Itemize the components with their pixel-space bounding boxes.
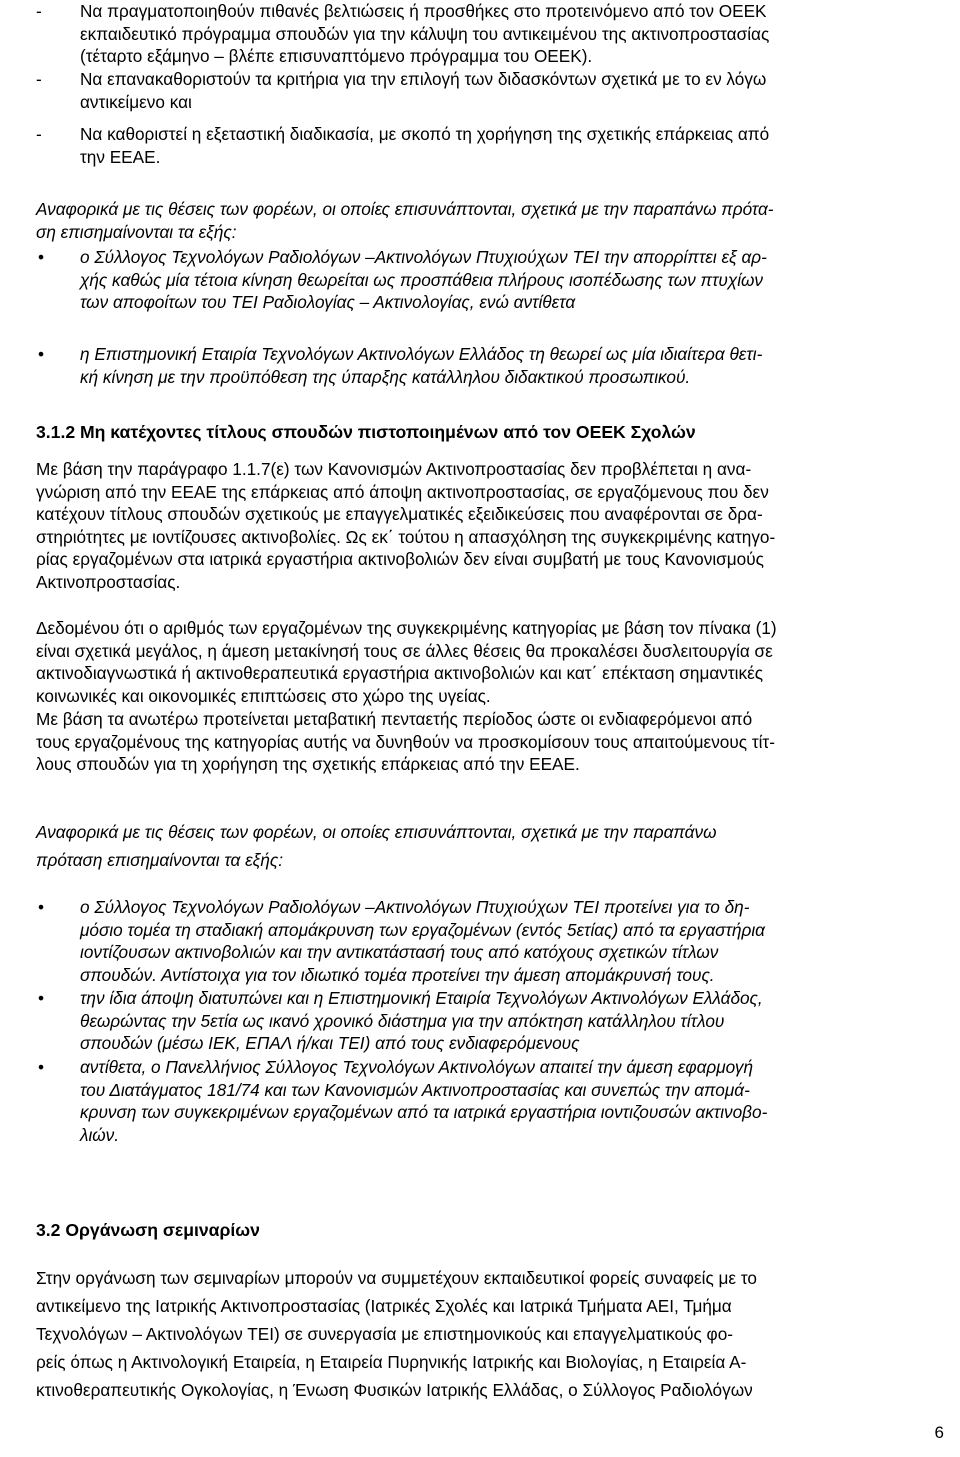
text-line: την ΕΕΑΕ. [80, 146, 161, 167]
text-line: Δεδομένου ότι ο αριθμός των εργαζομένων της συγκεκριμένης κατηγορίας με βάση τον πίνακα (1) [36, 618, 777, 638]
text-line: των αποφοίτων του ΤΕΙ Ραδιολογίας – Ακτινολογίας, ενώ αντίθετα [80, 292, 576, 313]
section-heading-312: 3.1.2 Μη κατέχοντες τίτλους σπουδών πιστοποιημένων από τον ΟΕΕΚ Σχολών [36, 422, 696, 442]
text-line: κατέχουν τίτλους σπουδών σχετικούς με επαγγελματικές εξειδικεύσεις που αναφέρονται σε δρα- [36, 504, 763, 525]
text-line: σπουδών. Αντίστοιχα για τον ιδιωτικό τομέα προτείνει την άμεση απομάκρυνσή τους. [80, 964, 715, 985]
dash-marker: - [36, 1, 42, 21]
text-line: Στην οργάνωση των σεμιναρίων μπορούν να συμμετέχουν εκπαιδευτικοί φορείς συναφείς με το [36, 1268, 757, 1288]
text-line: ο Σύλλογος Τεχνολόγων Ραδιολόγων –Ακτινολόγων Πτυχιούχων ΤΕΙ την απορρίπτει εξ αρ- [80, 247, 767, 267]
positions-intro-1 [36, 198, 954, 243]
text-line: γνώριση από την ΕΕΑΕ της επάρκειας από άποψη ακτινοπροστασίας, σε εργαζόμενους που δεν [36, 481, 769, 502]
dash-marker: - [36, 124, 42, 144]
text-line: εκπαιδευτικό πρόγραμμα σπουδών για την κάλυψη του αντικειμένου της ακτινοπροστασίας [80, 23, 770, 44]
section-312-paragraph-2 [36, 617, 954, 707]
text-line: Αναφορικά με τις θέσεις των φορέων, οι οποίες επισυνάπτονται, σχετικά με την παραπάνω [36, 822, 717, 842]
bullet-marker: • [38, 1057, 45, 1077]
section-312-paragraph-1 [36, 458, 954, 594]
text-line: Να πραγματοποιηθούν πιθανές βελτιώσεις ή προσθήκες στο προτεινόμενο από τον ΟΕΕΚ [80, 1, 767, 21]
text-line: Ακτινοπροστασίας. [36, 571, 181, 592]
section-312-position-bullet-3 [36, 1056, 954, 1146]
text-line: πρόταση επισημαίνονται τα εξής: [36, 850, 284, 870]
text-line: Τεχνολόγων – Ακτινολόγων ΤΕΙ) σε συνεργασία με επιστημονικούς και επαγγελματικούς φο- [36, 1324, 733, 1344]
text-line: μόσιο τομέα τη σταδιακή απομάκρυνση των εργαζομένων (εντός 5ετίας) από τα εργαστήρια [80, 919, 765, 940]
dash-item-2 [36, 68, 954, 113]
text-line: Με βάση την παράγραφο 1.1.7(ε) των Κανονισμών Ακτινοπροστασίας δεν προβλέπεται η ανα- [36, 459, 752, 479]
text-line: Να επανακαθοριστούν τα κριτήρια για την επιλογή των διδασκόντων σχετικά με το εν λόγω [80, 69, 767, 89]
text-line: τους εργαζομένους της κατηγορίας αυτής να δυνηθούν να προσκομίσουν τους απαιτούμενους τίτ- [36, 731, 775, 752]
text-line: ιοντίζουσων ακτινοβολιών και την αντικατάστασή τους από κατόχους σχετικών τίτλων [80, 942, 719, 963]
text-line: κοινωνικές και οικονομικές επιπτώσεις στο χώρο της υγείας. [36, 685, 491, 706]
bullet-marker: • [38, 897, 45, 917]
section-312-paragraph-3 [36, 708, 954, 776]
text-line: ση επισημαίνονται τα εξής: [36, 221, 237, 242]
text-line: ακτινοδιαγνωστικά ή ακτινοθεραπευτικά εργαστήρια ακτινοβολιών και κατ΄ επέκταση σημαντικές [36, 663, 764, 684]
text-line: είναι σχετικά μεγάλος, η άμεση μετακίνησή τους σε άλλες θέσεις θα προκαλέσει δυσλειτουργία σε [36, 640, 773, 661]
text-line: στηριότητες με ιοντίζουσες ακτινοβολίες. Ως εκ΄ τούτου η απασχόληση της συγκεκριμένης κατηγο- [36, 526, 776, 547]
text-line: αντίθετα, ο Πανελλήνιος Σύλλογος Τεχνολόγων Ακτινολόγων απαιτεί την άμεση εφαρμογή [80, 1057, 754, 1077]
section-32-paragraph [36, 1264, 954, 1404]
dash-item-1 [36, 0, 954, 68]
page-number: 6 [934, 1423, 944, 1442]
position-bullet-2 [36, 343, 954, 388]
text-line: η Επιστημονική Εταιρία Τεχνολόγων Ακτινολόγων Ελλάδος τη θεωρεί ως μία ιδιαίτερα θετι- [80, 344, 763, 364]
dash-item-3 [36, 123, 954, 168]
text-line: κρυνση των συγκεκριμένων εργαζομένων από τα ιατρικά εργαστήρια ιοντιζουσών ακτινοβο- [80, 1102, 768, 1123]
text-line: Να καθοριστεί η εξεταστική διαδικασία, με σκοπό τη χορήγηση της σχετικής επάρκειας από [80, 124, 770, 144]
bullet-marker: • [38, 247, 45, 267]
text-line: Με βάση τα ανωτέρω προτείνεται μεταβατική πενταετής περίοδος ώστε οι ενδιαφερόμενοι από [36, 709, 753, 729]
text-line: την ίδια άποψη διατυπώνει και η Επιστημονική Εταιρία Τεχνολόγων Ακτινολόγων Ελλάδος, [80, 988, 763, 1008]
section-312-positions-intro [36, 818, 954, 874]
text-line: λους σπουδών για τη χορήγηση της σχετικής επάρκειας από την ΕΕΑΕ. [36, 754, 580, 775]
section-312-position-bullet-1 [36, 896, 954, 986]
dash-marker: - [36, 69, 42, 89]
text-line: Αναφορικά με τις θέσεις των φορέων, οι οποίες επισυνάπτονται, σχετικά με την παραπάνω πρότα- [36, 199, 774, 219]
text-line: (τέταρτο εξάμηνο – βλέπε επισυναπτόμενο πρόγραμμα του ΟΕΕΚ). [80, 46, 593, 67]
text-line: κτινοθεραπευτικής Ογκολογίας, η Ένωση Φυσικών Ιατρικής Ελλάδας, ο Σύλλογος Ραδιολόγων [36, 1380, 753, 1400]
bullet-marker: • [38, 988, 45, 1008]
text-line: ρίας εργαζομένων στα ιατρικά εργαστήρια ακτινοβολιών δεν είναι συμβατή με τους Κανονισμούς [36, 549, 764, 570]
text-line: λιών. [80, 1124, 120, 1145]
bullet-marker: • [38, 344, 45, 364]
text-line: του Διατάγματος 181/74 και των Κανονισμών Ακτινοπροστασίας και συνεπώς την απομά- [80, 1079, 750, 1100]
text-line: χής καθώς μία τέτοια κίνηση θεωρείται ως προσπάθεια πλήρους ισοπέδωσης των πτυχίων [80, 269, 764, 290]
section-heading-32: 3.2 Οργάνωση σεμιναρίων [36, 1220, 260, 1240]
text-line: ρείς όπως η Ακτινολογική Εταιρεία, η Εταιρεία Πυρηνικής Ιατρικής και Βιολογίας, η Εταιρεία Α- [36, 1352, 747, 1372]
text-line: αντικείμενο και [80, 91, 192, 112]
text-line: κή κίνηση με την προϋπόθεση της ύπαρξης κατάλληλου διδακτικού προσωπικού. [80, 366, 691, 387]
text-line: αντικείμενο της Ιατρικής Ακτινοπροστασίας (Ιατρικές Σχολές και Ιατρικά Τμήματα ΑΕΙ, Τμήμα [36, 1296, 732, 1316]
text-line: σπουδών (μέσω ΙΕΚ, ΕΠΑΛ ή/και ΤΕΙ) από τους ενδιαφερόμενους [80, 1033, 580, 1054]
section-312-position-bullet-2 [36, 987, 954, 1055]
text-line: θεωρώντας την 5ετία ως ικανό χρονικό διάστημα για την απόκτηση κατάλληλου τίτλου [80, 1010, 725, 1031]
text-line: ο Σύλλογος Τεχνολόγων Ραδιολόγων –Ακτινολόγων Πτυχιούχων ΤΕΙ προτείνει για το δη- [80, 897, 750, 917]
position-bullet-1 [36, 246, 954, 314]
